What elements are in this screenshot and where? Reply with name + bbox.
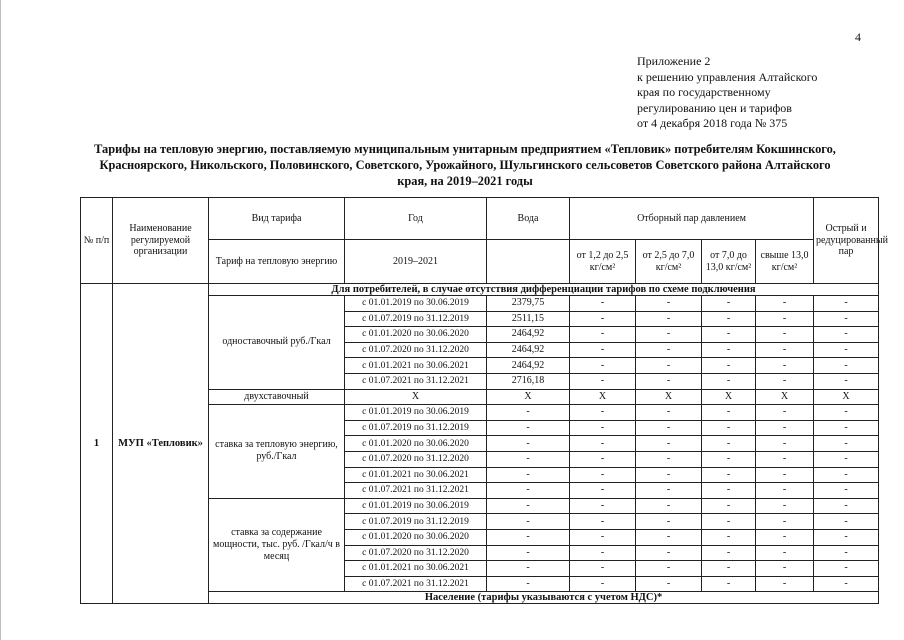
cell-p2: -	[636, 514, 702, 530]
cell-p2: -	[636, 529, 702, 545]
two-rate-label: двухставочный	[209, 389, 345, 405]
cell-p1: -	[570, 296, 636, 312]
cell-sharp: -	[814, 327, 879, 343]
title-line: Тарифы на тепловую энергию, поставляемую муниципальным унитарным предприятием «Тепловик» потребителям Кокшинского,	[94, 142, 836, 156]
cell-sharp: -	[814, 529, 879, 545]
cell-water: 2511,15	[487, 311, 570, 327]
cell-p2: -	[636, 545, 702, 561]
cell-water: -	[487, 561, 570, 577]
header-steam-group: Отборный пар давлением	[570, 198, 814, 240]
title-line: Красноярского, Никольского, Половинского, Советского, Урожайного, Шульгинского сельсоветов Советского района Алтайского	[99, 158, 831, 172]
cell-p3: -	[702, 545, 756, 561]
cell-two-rate-value: Х	[814, 389, 879, 405]
header-water: Вода	[487, 198, 570, 240]
cell-p4: -	[756, 405, 814, 421]
cell-period: с 01.01.2021 по 30.06.2021	[345, 358, 487, 374]
cell-p4: -	[756, 358, 814, 374]
cell-period: с 01.01.2020 по 30.06.2020	[345, 327, 487, 343]
cell-water: 2464,92	[487, 342, 570, 358]
cell-period: с 01.07.2019 по 31.12.2019	[345, 420, 487, 436]
cell-p3: -	[702, 358, 756, 374]
cell-period: с 01.07.2021 по 31.12.2021	[345, 483, 487, 499]
cell-sharp: -	[814, 342, 879, 358]
cell-p3: -	[702, 561, 756, 577]
cell-p2: -	[636, 296, 702, 312]
cell-p1: -	[570, 436, 636, 452]
cell-sharp: -	[814, 436, 879, 452]
cell-sharp: -	[814, 311, 879, 327]
section-consumers: Для потребителей, в случае отсутствия дифференциации тарифов по схеме подключения	[209, 284, 879, 296]
header-organization: Наименование регулируемой организации	[113, 198, 209, 284]
cell-p3: -	[702, 296, 756, 312]
header-pressure-2: от 2,5 до 7,0 кг/см²	[636, 240, 702, 284]
cell-period: с 01.07.2020 по 31.12.2020	[345, 342, 487, 358]
cell-p3: -	[702, 311, 756, 327]
cell-p1: -	[570, 342, 636, 358]
header-num: № п/п	[81, 198, 113, 284]
cell-sharp: -	[814, 420, 879, 436]
header-water-sub	[487, 240, 570, 284]
cell-p1: -	[570, 576, 636, 592]
cell-p2: -	[636, 358, 702, 374]
cell-p3: -	[702, 514, 756, 530]
cell-p2: -	[636, 451, 702, 467]
cell-p2: -	[636, 467, 702, 483]
cell-p4: -	[756, 545, 814, 561]
cell-water: 2379,75	[487, 296, 570, 312]
annex-line: Приложение 2	[637, 54, 711, 68]
cell-p2: -	[636, 327, 702, 343]
cell-p2: -	[636, 342, 702, 358]
cell-water: -	[487, 483, 570, 499]
cell-p4: -	[756, 576, 814, 592]
cell-two-rate-value: Х	[487, 389, 570, 405]
cell-p4: -	[756, 467, 814, 483]
cell-p2: -	[636, 436, 702, 452]
section-population: Население (тарифы указываются с учетом НДС)*	[209, 592, 879, 604]
cell-period: с 01.07.2021 по 31.12.2021	[345, 373, 487, 389]
cell-water: 2464,92	[487, 327, 570, 343]
cell-p3: -	[702, 342, 756, 358]
annex-line: к решению управления Алтайского	[637, 69, 818, 84]
header-tariff-type: Вид тарифа	[209, 198, 345, 240]
cell-water: 2464,92	[487, 358, 570, 374]
cell-two-rate-value: Х	[636, 389, 702, 405]
header-tariff-type-sub: Тариф на тепловую энергию	[209, 240, 345, 284]
cell-water: -	[487, 436, 570, 452]
cell-p1: -	[570, 514, 636, 530]
cell-p1: -	[570, 451, 636, 467]
cell-p4: -	[756, 311, 814, 327]
cell-p4: -	[756, 373, 814, 389]
page-number: 4	[855, 30, 861, 44]
cell-water: -	[487, 451, 570, 467]
cell-p2: -	[636, 498, 702, 514]
cell-two-rate-value: Х	[756, 389, 814, 405]
cell-p4: -	[756, 296, 814, 312]
cell-water: -	[487, 545, 570, 561]
cell-period: с 01.07.2019 по 31.12.2019	[345, 311, 487, 327]
annex-line: края по государственному	[637, 85, 771, 99]
cell-period: с 01.01.2019 по 30.06.2019	[345, 405, 487, 421]
cell-sharp: -	[814, 358, 879, 374]
cell-p3: -	[702, 483, 756, 499]
cell-p4: -	[756, 327, 814, 343]
cell-p3: -	[702, 576, 756, 592]
cell-p4: -	[756, 436, 814, 452]
cell-p1: -	[570, 420, 636, 436]
cell-p2: -	[636, 311, 702, 327]
cell-sharp: -	[814, 467, 879, 483]
cell-water: -	[487, 514, 570, 530]
cell-sharp: -	[814, 561, 879, 577]
cell-p1: -	[570, 483, 636, 499]
cell-period: с 01.01.2019 по 30.06.2019	[345, 296, 487, 312]
section-row	[81, 284, 879, 296]
cell-p4: -	[756, 561, 814, 577]
cell-p1: -	[570, 529, 636, 545]
cell-p3: -	[702, 405, 756, 421]
cell-p3: -	[702, 451, 756, 467]
page-edge	[0, 0, 1, 640]
cell-period: с 01.01.2021 по 30.06.2021	[345, 561, 487, 577]
cell-p4: -	[756, 483, 814, 499]
cell-p3: -	[702, 327, 756, 343]
cell-p4: -	[756, 342, 814, 358]
cell-p1: -	[570, 405, 636, 421]
cell-sharp: -	[814, 373, 879, 389]
cell-p2: -	[636, 576, 702, 592]
annex-line: от 4 декабря 2018 года № 375	[637, 116, 788, 130]
cell-p3: -	[702, 498, 756, 514]
cell-period: с 01.01.2021 по 30.06.2021	[345, 467, 487, 483]
cell-p1: -	[570, 358, 636, 374]
cell-p2: -	[636, 561, 702, 577]
annex-block	[637, 54, 817, 132]
cell-period: с 01.07.2020 по 31.12.2020	[345, 451, 487, 467]
cell-sharp: -	[814, 498, 879, 514]
cell-sharp: -	[814, 296, 879, 312]
cell-p4: -	[756, 529, 814, 545]
annex-line: регулированию цен и тарифов	[637, 100, 792, 115]
header-sharp-steam: Острый и редуцированный пар	[814, 198, 879, 284]
cell-p3: -	[702, 420, 756, 436]
cell-sharp: -	[814, 483, 879, 499]
cell-water: -	[487, 529, 570, 545]
cell-p1: -	[570, 498, 636, 514]
header-pressure-1: от 1,2 до 2,5 кг/см²	[570, 240, 636, 284]
cell-p4: -	[756, 498, 814, 514]
header-pressure-4: свыше 13,0 кг/см²	[756, 240, 814, 284]
cell-p1: -	[570, 561, 636, 577]
cell-p2: -	[636, 373, 702, 389]
cell-period: с 01.07.2021 по 31.12.2021	[345, 576, 487, 592]
cell-sharp: -	[814, 514, 879, 530]
cell-sharp: -	[814, 545, 879, 561]
cell-p3: -	[702, 373, 756, 389]
cell-water: -	[487, 576, 570, 592]
cell-period: с 01.01.2020 по 30.06.2020	[345, 436, 487, 452]
cell-p1: -	[570, 311, 636, 327]
cell-period: с 01.07.2020 по 31.12.2020	[345, 545, 487, 561]
header-pressure-3: от 7,0 до 13,0 кг/см²	[702, 240, 756, 284]
cell-water: -	[487, 405, 570, 421]
header-year-sub: 2019–2021	[345, 240, 487, 284]
cell-p2: -	[636, 420, 702, 436]
document-title	[70, 141, 860, 189]
cell-organization: МУП «Тепловик»	[113, 284, 209, 604]
cell-p3: -	[702, 467, 756, 483]
tariff-table	[80, 197, 888, 604]
cell-p4: -	[756, 420, 814, 436]
single-rate-label: одноставочный руб./Гкал	[209, 296, 345, 390]
cell-p1: -	[570, 327, 636, 343]
cell-p3: -	[702, 529, 756, 545]
cell-row-number: 1	[81, 284, 113, 604]
header-year: Год	[345, 198, 487, 240]
cell-two-rate-value: Х	[570, 389, 636, 405]
cell-sharp: -	[814, 451, 879, 467]
cell-period: с 01.07.2019 по 31.12.2019	[345, 514, 487, 530]
cell-sharp: -	[814, 576, 879, 592]
cell-two-rate-value: Х	[345, 389, 487, 405]
cell-p1: -	[570, 467, 636, 483]
cell-period: с 01.01.2019 по 30.06.2019	[345, 498, 487, 514]
cell-p3: -	[702, 436, 756, 452]
cell-period: с 01.01.2020 по 30.06.2020	[345, 529, 487, 545]
cell-p2: -	[636, 483, 702, 499]
cell-water: 2716,18	[487, 373, 570, 389]
cell-p4: -	[756, 451, 814, 467]
cell-p1: -	[570, 373, 636, 389]
cell-water: -	[487, 467, 570, 483]
cell-two-rate-value: Х	[702, 389, 756, 405]
cell-water: -	[487, 420, 570, 436]
capacity-rate-label: ставка за содержание мощности, тыс. руб. /Гкал/ч в месяц	[209, 498, 345, 592]
cell-p4: -	[756, 514, 814, 530]
title-line: края, на 2019–2021 годы	[397, 174, 533, 188]
cell-p2: -	[636, 405, 702, 421]
cell-sharp: -	[814, 405, 879, 421]
cell-p1: -	[570, 545, 636, 561]
cell-water: -	[487, 498, 570, 514]
heat-rate-label: ставка за тепловую энергию, руб./Гкал	[209, 405, 345, 499]
